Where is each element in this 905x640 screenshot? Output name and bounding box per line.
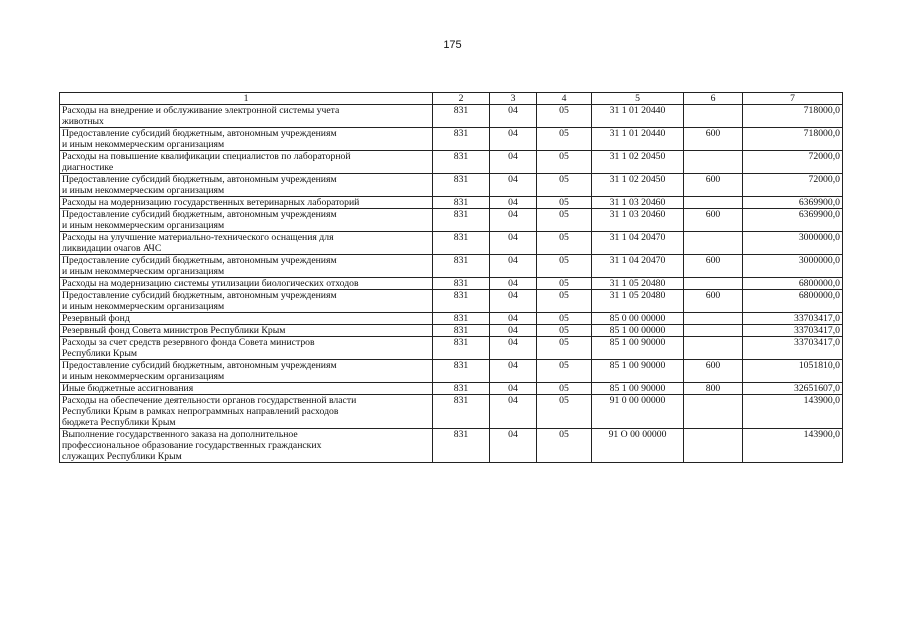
row-target-article: 91 О 00 00000	[592, 429, 684, 463]
row-amount: 143900,0	[743, 395, 843, 429]
row-section-code: 04	[490, 429, 537, 463]
row-target-article: 31 1 03 20460	[592, 197, 684, 209]
row-ministry-code: 831	[433, 232, 490, 255]
column-header: 7	[743, 93, 843, 105]
row-section-code: 04	[490, 325, 537, 337]
row-expense-type	[684, 337, 743, 360]
table-row	[60, 395, 843, 429]
row-ministry-code: 831	[433, 360, 490, 383]
row-expense-type	[684, 151, 743, 174]
row-description: Расходы на обеспечение деятельности органов государственной власти Республики Крым в рамках непрограммных направлений расходов бюджета Республики Крым	[60, 395, 433, 429]
row-target-article: 31 1 05 20480	[592, 290, 684, 313]
row-ministry-code: 831	[433, 395, 490, 429]
row-description: Расходы за счет средств резервного фонда Совета министров Республики Крым	[60, 337, 433, 360]
row-amount: 718000,0	[743, 128, 843, 151]
row-expense-type: 800	[684, 383, 743, 395]
row-ministry-code: 831	[433, 313, 490, 325]
table-row	[60, 278, 843, 290]
row-target-article: 31 1 05 20480	[592, 278, 684, 290]
row-ministry-code: 831	[433, 278, 490, 290]
row-subsection-code: 05	[537, 174, 592, 197]
page-number: 175	[443, 39, 462, 51]
table-row	[60, 429, 843, 463]
table-body	[60, 105, 843, 463]
row-section-code: 04	[490, 395, 537, 429]
row-ministry-code: 831	[433, 197, 490, 209]
row-amount: 3000000,0	[743, 232, 843, 255]
row-target-article: 31 1 01 20440	[592, 128, 684, 151]
row-amount: 72000,0	[743, 151, 843, 174]
row-amount: 33703417,0	[743, 313, 843, 325]
budget-table	[59, 92, 843, 463]
row-subsection-code: 05	[537, 383, 592, 395]
row-target-article: 91 0 00 00000	[592, 395, 684, 429]
row-expense-type	[684, 105, 743, 128]
row-subsection-code: 05	[537, 151, 592, 174]
row-expense-type	[684, 313, 743, 325]
row-section-code: 04	[490, 197, 537, 209]
row-ministry-code: 831	[433, 290, 490, 313]
row-section-code: 04	[490, 151, 537, 174]
table-row	[60, 209, 843, 232]
row-expense-type	[684, 395, 743, 429]
row-subsection-code: 05	[537, 429, 592, 463]
row-target-article: 85 1 00 00000	[592, 325, 684, 337]
row-amount: 32651607,0	[743, 383, 843, 395]
row-expense-type: 600	[684, 255, 743, 278]
row-description: Расходы на повышение квалификации специалистов по лабораторной диагностике	[60, 151, 433, 174]
row-amount: 3000000,0	[743, 255, 843, 278]
table-row	[60, 151, 843, 174]
table-row	[60, 337, 843, 360]
row-description: Расходы на модернизацию системы утилизации биологических отходов	[60, 278, 433, 290]
row-amount: 6369900,0	[743, 197, 843, 209]
row-section-code: 04	[490, 313, 537, 325]
row-target-article: 31 1 03 20460	[592, 209, 684, 232]
row-description: Выполнение государственного заказа на дополнительное профессиональное образование государственных гражданских служащих Республики Крым	[60, 429, 433, 463]
column-header: 5	[592, 93, 684, 105]
row-expense-type: 600	[684, 128, 743, 151]
table-row	[60, 360, 843, 383]
row-description: Резервный фонд Совета министров Республики Крым	[60, 325, 433, 337]
row-expense-type: 600	[684, 174, 743, 197]
row-target-article: 85 1 00 90000	[592, 360, 684, 383]
table-row	[60, 255, 843, 278]
row-amount: 1051810,0	[743, 360, 843, 383]
row-amount: 33703417,0	[743, 325, 843, 337]
row-section-code: 04	[490, 174, 537, 197]
row-subsection-code: 05	[537, 232, 592, 255]
row-description: Расходы на модернизацию государственных ветеринарных лабораторий	[60, 197, 433, 209]
row-amount: 718000,0	[743, 105, 843, 128]
row-target-article: 31 1 02 20450	[592, 151, 684, 174]
row-amount: 72000,0	[743, 174, 843, 197]
row-subsection-code: 05	[537, 395, 592, 429]
row-section-code: 04	[490, 255, 537, 278]
row-target-article: 85 1 00 90000	[592, 383, 684, 395]
row-subsection-code: 05	[537, 105, 592, 128]
row-description: Предоставление субсидий бюджетным, автономным учреждениям и иным некоммерческим организациям	[60, 209, 433, 232]
column-header: 6	[684, 93, 743, 105]
row-subsection-code: 05	[537, 290, 592, 313]
row-section-code: 04	[490, 128, 537, 151]
row-target-article: 85 0 00 00000	[592, 313, 684, 325]
table-row	[60, 197, 843, 209]
table-row	[60, 313, 843, 325]
table-row	[60, 105, 843, 128]
row-expense-type	[684, 197, 743, 209]
row-description: Расходы на внедрение и обслуживание электронной системы учета животных	[60, 105, 433, 128]
table-row	[60, 325, 843, 337]
row-description: Предоставление субсидий бюджетным, автономным учреждениям и иным некоммерческим организациям	[60, 290, 433, 313]
row-section-code: 04	[490, 383, 537, 395]
row-subsection-code: 05	[537, 197, 592, 209]
row-description: Расходы на улучшение материально-технического оснащения для ликвидации очагов АЧС	[60, 232, 433, 255]
row-ministry-code: 831	[433, 255, 490, 278]
table-row	[60, 232, 843, 255]
row-expense-type: 600	[684, 290, 743, 313]
row-description: Предоставление субсидий бюджетным, автономным учреждениям и иным некоммерческим организациям	[60, 128, 433, 151]
row-subsection-code: 05	[537, 209, 592, 232]
row-subsection-code: 05	[537, 325, 592, 337]
row-subsection-code: 05	[537, 313, 592, 325]
row-expense-type: 600	[684, 209, 743, 232]
column-header: 1	[60, 93, 433, 105]
row-subsection-code: 05	[537, 278, 592, 290]
row-amount: 6369900,0	[743, 209, 843, 232]
row-amount: 143900,0	[743, 429, 843, 463]
row-subsection-code: 05	[537, 337, 592, 360]
table-row	[60, 383, 843, 395]
table-row	[60, 174, 843, 197]
table-row	[60, 290, 843, 313]
row-ministry-code: 831	[433, 128, 490, 151]
row-expense-type	[684, 278, 743, 290]
row-target-article: 85 1 00 90000	[592, 337, 684, 360]
row-section-code: 04	[490, 232, 537, 255]
row-ministry-code: 831	[433, 174, 490, 197]
row-description: Предоставление субсидий бюджетным, автономным учреждениям и иным некоммерческим организациям	[60, 255, 433, 278]
row-subsection-code: 05	[537, 360, 592, 383]
row-target-article: 31 1 04 20470	[592, 255, 684, 278]
row-section-code: 04	[490, 105, 537, 128]
row-ministry-code: 831	[433, 105, 490, 128]
row-target-article: 31 1 02 20450	[592, 174, 684, 197]
row-target-article: 31 1 01 20440	[592, 105, 684, 128]
column-header: 3	[490, 93, 537, 105]
row-amount: 6800000,0	[743, 278, 843, 290]
row-subsection-code: 05	[537, 255, 592, 278]
table-header-row	[60, 93, 843, 105]
row-ministry-code: 831	[433, 151, 490, 174]
row-expense-type	[684, 429, 743, 463]
row-section-code: 04	[490, 278, 537, 290]
row-ministry-code: 831	[433, 209, 490, 232]
row-description: Предоставление субсидий бюджетным, автономным учреждениям и иным некоммерческим организациям	[60, 174, 433, 197]
row-expense-type	[684, 232, 743, 255]
column-header: 2	[433, 93, 490, 105]
table-row	[60, 128, 843, 151]
row-description: Иные бюджетные ассигнования	[60, 383, 433, 395]
row-amount: 6800000,0	[743, 290, 843, 313]
row-expense-type	[684, 325, 743, 337]
row-section-code: 04	[490, 290, 537, 313]
row-ministry-code: 831	[433, 383, 490, 395]
row-amount: 33703417,0	[743, 337, 843, 360]
row-ministry-code: 831	[433, 325, 490, 337]
row-subsection-code: 05	[537, 128, 592, 151]
row-section-code: 04	[490, 209, 537, 232]
row-ministry-code: 831	[433, 429, 490, 463]
row-description: Резервный фонд	[60, 313, 433, 325]
row-section-code: 04	[490, 360, 537, 383]
column-header: 4	[537, 93, 592, 105]
row-expense-type: 600	[684, 360, 743, 383]
row-description: Предоставление субсидий бюджетным, автономным учреждениям и иным некоммерческим организациям	[60, 360, 433, 383]
row-target-article: 31 1 04 20470	[592, 232, 684, 255]
row-section-code: 04	[490, 337, 537, 360]
row-ministry-code: 831	[433, 337, 490, 360]
